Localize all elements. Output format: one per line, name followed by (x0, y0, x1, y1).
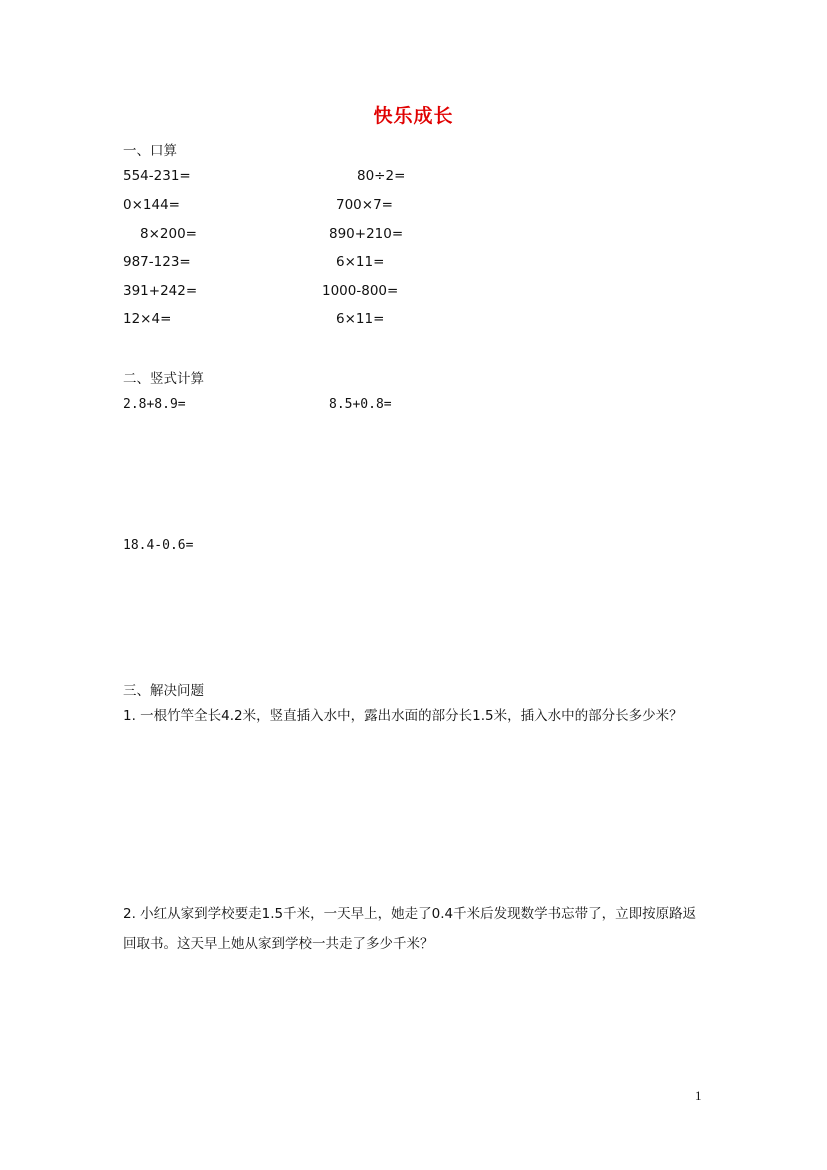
oral-right-3: 890+210= (329, 226, 404, 242)
section-heading-oral: 一、口算 (123, 143, 177, 159)
oral-right-2: 700×7= (336, 197, 393, 213)
oral-right-6: 6×11= (336, 311, 385, 327)
oral-right-4: 6×11= (336, 254, 385, 270)
vertical-calc-3: 18.4-0.6= (123, 538, 194, 553)
section-heading-problems: 三、解决问题 (123, 683, 204, 699)
oral-left-6: 12×4= (123, 311, 172, 327)
vertical-calc-1: 2.8+8.9= (123, 397, 186, 412)
oral-left-2: 0×144= (123, 197, 180, 213)
oral-left-3: 8×200= (140, 226, 197, 242)
page-title: 快乐成长 (373, 105, 454, 127)
vertical-calc-2: 8.5+0.8= (329, 397, 392, 412)
problem-2: 2. 小红从家到学校要走1.5千米，一天早上，她走了0.4千米后发现数学书忘带了，立即按原路返回取书。这天早上她从家到学校一共走了多少千米？ (123, 906, 697, 952)
page-number: 1 (695, 1088, 702, 1103)
oral-left-1: 554-231= (123, 168, 191, 184)
oral-right-5: 1000-800= (322, 283, 399, 299)
oral-left-4: 987-123= (123, 254, 191, 270)
section-heading-vertical: 二、竖式计算 (123, 371, 204, 387)
oral-left-5: 391+242= (123, 283, 198, 299)
problem-1: 1. 一根竹竿全长4.2米，竖直插入水中，露出水面的部分长1.5米，插入水中的部分长多少米？ (123, 708, 683, 724)
oral-right-1: 80÷2= (357, 168, 406, 184)
